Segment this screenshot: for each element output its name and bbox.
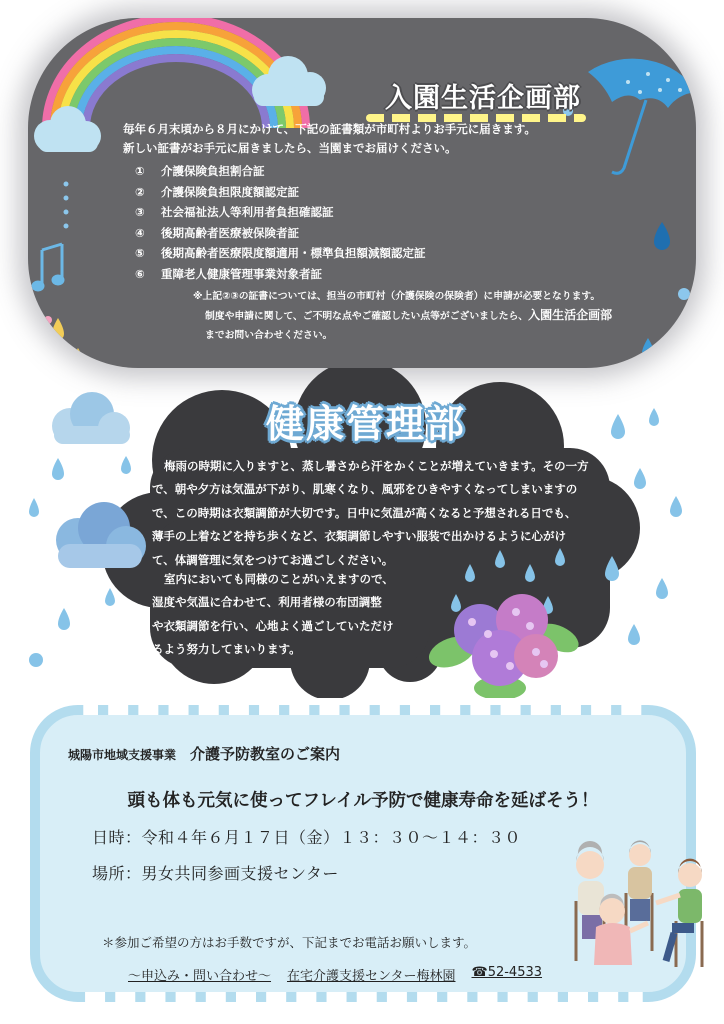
paragraph-line: で、朝や夕方は気温が下がり、肌寒くなり、風邪をひきやすくなってしまいますの	[152, 482, 578, 497]
people-exercising-icon	[556, 831, 706, 971]
list-item: ④ 後期高齢者医療被保険者証	[135, 225, 299, 240]
intro-line-2: 新しい証書がお手元に届きましたら、当園までお届けください。	[123, 141, 457, 155]
admission-planning-title: 入園生活企画部	[385, 83, 581, 114]
contact-phone[interactable]: ☎52-4533	[471, 965, 543, 980]
slogan: 頭も体も元気に使ってフレイル予防で健康寿命を延ばそう！	[127, 791, 599, 811]
certificate-note: ※上記②③の証書については、担当の市町村（介護保険の保険者）に申請が必要となります。 制度や申請に関して、ご不明な点やご確認したい点等がございましたら、入園生活企画部 までお問い合わせください。	[193, 291, 613, 341]
paragraph-line: 室内においても同様のことがいえますので、	[164, 572, 394, 586]
event-place: 場所：男女共同参画支援センター	[92, 864, 339, 883]
paragraph-line: るよう努力してまいります。	[152, 642, 301, 657]
contact-organization: 在宅介護支援センター梅林園	[287, 969, 456, 984]
prevention-class-info	[30, 705, 696, 1002]
paragraph-line: 梅雨の時期に入りますと、蒸し暑さから汗をかくことが増えていきます。その一方	[164, 459, 589, 473]
info-header	[68, 743, 340, 764]
list-item: ⑤ 後期高齢者医療限度額適用・標準負担額減額認定証	[135, 246, 426, 260]
health-management-title: 健康管理部	[265, 402, 466, 446]
certificate-list	[123, 161, 683, 284]
contact-label: ～申込み・問い合わせ～	[128, 969, 272, 984]
participation-note: ＊参加ご希望の方はお手数ですが、下記までお電話お願いします。	[102, 935, 477, 950]
paragraph-line: で、この時期は衣類調節が大切です。日中に気温が高くなると予想される日でも、	[152, 505, 577, 520]
health-paragraph	[152, 455, 608, 572]
admission-planning-body	[123, 120, 683, 345]
paragraph-line: や衣類調節を行い、心地よく過ごしていただけ	[152, 618, 394, 633]
light-cloud-icon	[52, 392, 146, 568]
music-note-icon	[33, 244, 63, 290]
health-paragraph-2	[152, 568, 412, 662]
department-highlight: 入園生活企画部	[528, 308, 613, 322]
contact-line	[128, 965, 542, 984]
paragraph-line: 薄手の上着などを持ち歩くなど、衣類調節しやすい服装で出かけるように心がけ	[152, 529, 566, 544]
section-admission-planning	[28, 18, 696, 368]
list-item: ⑥ 重障老人健康管理事業対象者証	[135, 266, 322, 281]
paragraph-line: 湿度や気温に合わせて、利用者様の布団調整	[152, 595, 382, 610]
list-item: ② 介護保険負担限度額認定証	[135, 184, 299, 199]
event-date: 日時：令和４年６月１７日（金）１３：３０～１４：３０	[92, 828, 522, 847]
paragraph-line: て、体調管理に気をつけてお過ごしください。	[152, 552, 394, 567]
list-item: ③ 社会福祉法人等利用者負担確認証	[135, 205, 334, 219]
organizer-label: 城陽市地域支援事業	[68, 748, 177, 762]
list-item: ① 介護保険負担割合証	[135, 164, 265, 178]
intro-line-1: 毎年６月末頃から８月にかけて、下記の証書類が市町村よりお手元に届きます。	[123, 122, 536, 136]
event-title: 介護予防教室のご案内	[190, 745, 341, 763]
